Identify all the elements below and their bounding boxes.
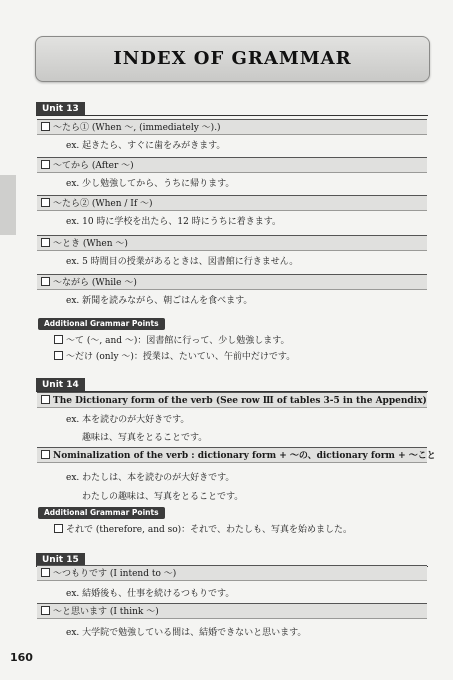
grammar-item-tara1: ～たら① (When ～, (immediately ～).): [37, 119, 427, 135]
page-title: INDEX OF GRAMMAR: [113, 48, 352, 69]
unit-13-label: Unit 13: [36, 102, 85, 116]
checkbox-icon: [41, 606, 50, 615]
grammar-item-dictionary-form: The Dictionary form of the verb (See row Ⅲ of tables 3-5 in the Appendix): [37, 392, 427, 408]
grammar-item-tara2: ～たら② (When / If ～): [37, 195, 427, 211]
example-tara1: ex. 起きたら、すぐに歯をみがきます。: [66, 141, 226, 151]
grammar-item-to-omoimasu: ～と思います (I think ～): [37, 603, 427, 619]
unit-14-label: Unit 14: [36, 378, 85, 392]
grammar-item-toki: ～とき (When ～): [37, 235, 427, 251]
example-tekara: ex. 少し勉強してから、うちに帰ります。: [66, 179, 235, 189]
checkbox-icon: [41, 395, 50, 404]
checkbox-icon: [54, 524, 63, 533]
grammar-item-tekara: ～てから (After ～): [37, 157, 427, 173]
unit-13-rule: [36, 115, 428, 116]
additional-point: それで (therefore, and so)：それで、わたしも、写真を始めました。: [54, 522, 352, 535]
checkbox-icon: [41, 122, 50, 131]
checkbox-icon: [41, 160, 50, 169]
example-dictionary-form-2: 趣味は、写真をとることです。: [82, 433, 208, 443]
title-banner: [35, 36, 430, 82]
example-nominalization: ex. わたしは、本を読むのが大好きです。: [66, 473, 235, 483]
checkbox-icon: [41, 238, 50, 247]
checkbox-icon: [41, 198, 50, 207]
example-nagara: ex. 新聞を読みながら、朝ごはんを食べます。: [66, 296, 253, 306]
edge-tab: [0, 175, 16, 235]
unit-15-label: Unit 15: [36, 553, 85, 567]
checkbox-icon: [54, 351, 63, 360]
example-nominalization-2: わたしの趣味は、写真をとることです。: [82, 492, 244, 502]
grammar-item-nominalization: Nominalization of the verb : dictionary form + ～の、dictionary form + ～こと: [37, 447, 427, 463]
example-to-omoimasu: ex. 大学院で勉強している間は、結婚できないと思います。: [66, 628, 307, 638]
example-tsumori: ex. 結婚後も、仕事を続けるつもりです。: [66, 589, 235, 599]
additional-grammar-label: Additional Grammar Points: [38, 507, 165, 519]
checkbox-icon: [54, 335, 63, 344]
example-dictionary-form: ex. 本を読むのが大好きです。: [66, 415, 190, 425]
page-number: 160: [10, 651, 33, 664]
additional-point: ～て (～, and ～)：図書館に行って、少し勉強します。: [54, 333, 290, 346]
example-toki: ex. 5 時間目の授業があるときは、図書館に行きません。: [66, 257, 299, 267]
grammar-item-tsumori: ～つもりです (I intend to ～): [37, 565, 427, 581]
additional-point: ～だけ (only ～)：授業は、たいてい、午前中だけです。: [54, 349, 295, 362]
grammar-item-nagara: ～ながら (While ～): [37, 274, 427, 290]
additional-grammar-label: Additional Grammar Points: [38, 318, 165, 330]
checkbox-icon: [41, 568, 50, 577]
example-tara2: ex. 10 時に学校を出たら、12 時にうちに着きます。: [66, 217, 282, 227]
checkbox-icon: [41, 450, 50, 459]
checkbox-icon: [41, 277, 50, 286]
